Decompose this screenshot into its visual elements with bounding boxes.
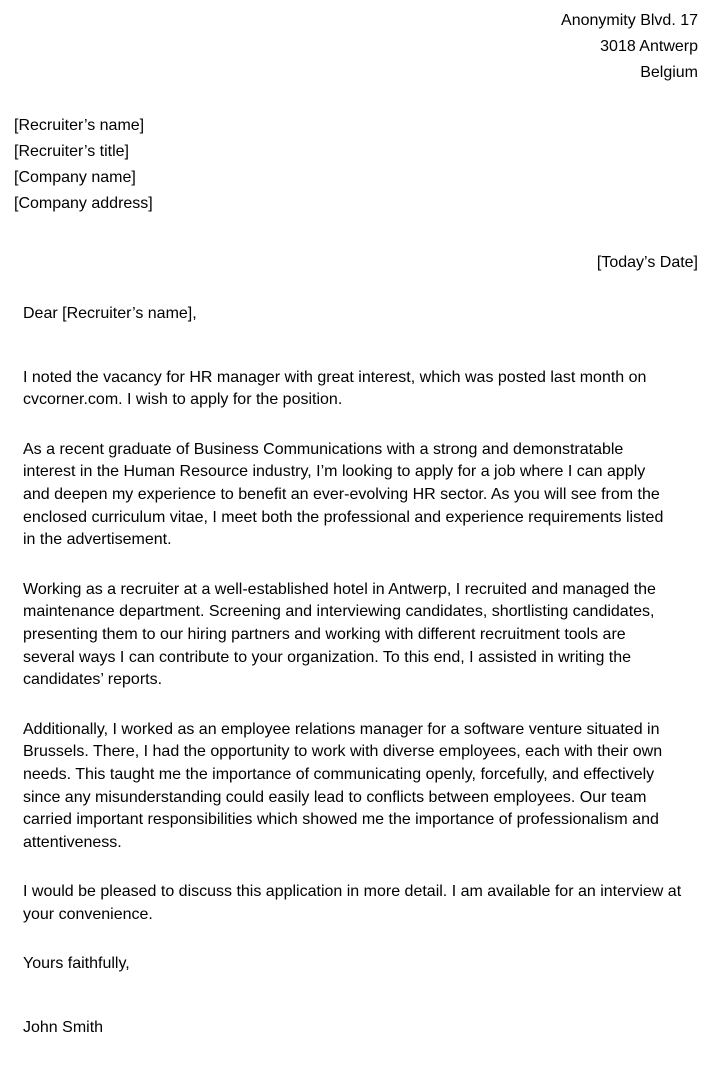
paragraph-line: interest in the Human Resource industry, I’m looking to apply for a job where I can apply — [23, 463, 646, 481]
paragraph-line: in the advertisement. — [23, 531, 172, 549]
paragraph-line: I noted the vacancy for HR manager with great interest, which was posted last month on — [23, 368, 647, 386]
salutation: Dear [Recruiter’s name], — [23, 305, 197, 322]
recipient-company-address: [Company address] — [14, 195, 153, 212]
signature-name: John Smith — [23, 1019, 104, 1037]
letter-date: [Today’s Date] — [596, 254, 698, 271]
paragraph-line: needs. This taught me the importance of communicating openly, forcefully, and effectively — [23, 765, 655, 783]
paragraph-line: maintenance department. Screening and interviewing candidates, shortlisting candidates, — [23, 603, 655, 621]
letter-body — [23, 303, 708, 1040]
paragraph-line: presenting them to our hiring partners and working with different recruitment tools are — [23, 625, 626, 643]
recipient-title: [Recruiter’s title] — [14, 143, 129, 160]
paragraph-line: several ways I can contribute to your organization. To this end, I assisted in writing the — [23, 648, 632, 666]
paragraph-line: carried important responsibilities which showed me the importance of professionalism and — [23, 811, 659, 829]
paragraph-line: Additionally, I worked as an employee relations manager for a software venture situated in — [23, 720, 660, 738]
sender-address — [561, 8, 698, 86]
sender-country: Belgium — [640, 64, 698, 81]
paragraph-line: and deepen my experience to benefit an ever-evolving HR sector. As you will see from the — [23, 485, 660, 503]
paragraph-line: candidates’ reports. — [23, 671, 163, 689]
paragraph-line: enclosed curriculum vitae, I meet both the professional and experience requirements listed — [23, 508, 664, 526]
paragraph-line: As a recent graduate of Business Communications with a strong and demonstratable — [23, 440, 624, 458]
paragraph-line: Brussels. There, I had the opportunity to work with diverse employees, each with their own — [23, 743, 663, 761]
recipient-company: [Company name] — [14, 169, 136, 186]
paragraph-line: attentiveness. — [23, 833, 122, 851]
paragraph-2 — [23, 439, 708, 552]
recipient-name: [Recruiter’s name] — [14, 117, 145, 134]
paragraph-line: your convenience. — [23, 905, 153, 923]
paragraph-line: Working as a recruiter at a well-established hotel in Antwerp, I recruited and managed the — [23, 580, 656, 598]
paragraph-5 — [23, 881, 708, 926]
paragraph-line: cvcorner.com. I wish to apply for the position. — [23, 391, 343, 409]
paragraph-3 — [23, 579, 708, 692]
paragraph-1 — [23, 367, 708, 412]
sender-city: 3018 Antwerp — [600, 38, 698, 55]
closing: Yours faithfully, — [23, 955, 130, 973]
paragraph-4 — [23, 719, 708, 855]
paragraph-line: since any misunderstanding could easily lead to conflicts between employees. Our team — [23, 788, 647, 806]
sender-street: Anonymity Blvd. 17 — [561, 12, 698, 29]
recipient-block — [14, 113, 153, 217]
paragraph-line: I would be pleased to discuss this application in more detail. I am available for an interview at — [23, 883, 682, 901]
